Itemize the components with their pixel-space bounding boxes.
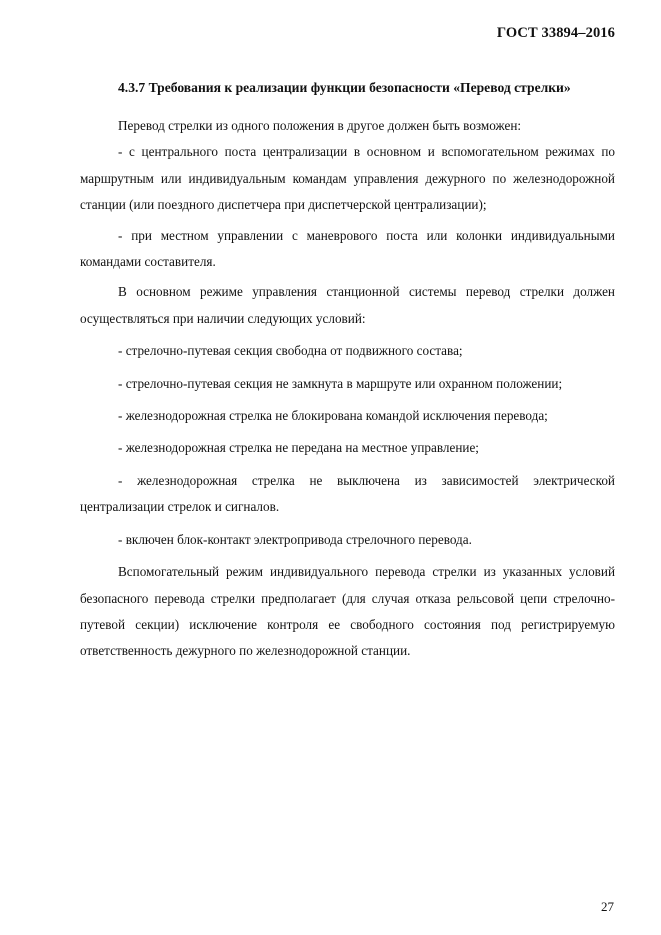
list-item-local-control: - при местном управлении с маневрового поста или колонки индивидуальными командами составителя.	[80, 227, 615, 270]
condition-not-locked: - стрелочно-путевая секция не замкнута в маршруте или охранном положении;	[118, 375, 563, 391]
page-number: 27	[601, 899, 614, 914]
paragraph-main-mode: В основном режиме управления станционной системы перевод стрелки должен осуществляться при наличии следующих условий:	[80, 284, 615, 326]
document-body	[80, 74, 615, 665]
paragraph-auxiliary-mode: Вспомогательный режим индивидуального перевода стрелки из указанных условий безопасного перевода стрелки предполагает (для случая отказа рельсовой цепи стрелочно-путевой секции) исключение контроля ее свободного состояния под регистрируемую ответственность дежурного по железнодорожной станции.	[80, 564, 615, 659]
condition-not-blocked: - железнодорожная стрелка не блокирована командой исключения перевода;	[118, 408, 548, 424]
paragraph-intro: Перевод стрелки из одного положения в другое должен быть возможен:	[118, 118, 522, 133]
condition-section-free: - стрелочно-путевая секция свободна от подвижного состава;	[118, 343, 463, 359]
section-heading: 4.3.7 Требования к реализации функции безопасности «Перевод стрелки»	[118, 80, 571, 95]
list-item-central-post: - с центрального поста централизации в основном и вспомогательном режимах по маршрутным или индивидуальным командам управления дежурного по железнодорожной станции (или поездного диспетчера при диспетчерской централизации);	[80, 144, 615, 213]
condition-not-excluded: - железнодорожная стрелка не выключена из зависимостей электрической централизации стрелок и сигналов.	[80, 472, 615, 515]
condition-not-local: - железнодорожная стрелка не передана на местное управление;	[118, 440, 479, 456]
document-header: ГОСТ 33894–2016	[496, 25, 615, 41]
condition-block-contact: - включен блок-контакт электропривода стрелочного перевода.	[118, 531, 472, 547]
